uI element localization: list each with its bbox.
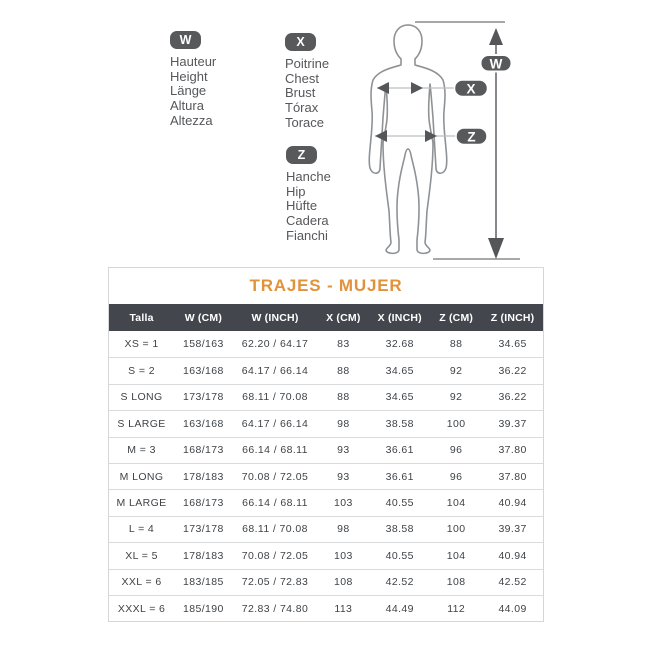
legend-label: Hüfte <box>286 198 318 214</box>
legend-label: Hanche <box>286 169 331 184</box>
legend-label: Brust <box>285 85 316 101</box>
table-cell: 42.52 <box>385 576 414 589</box>
legend-label: Altezza <box>170 112 213 128</box>
svg-text:X: X <box>466 81 476 97</box>
table-cell: 103 <box>333 497 353 510</box>
table-cell: 100 <box>446 523 466 536</box>
table-cell: 44.49 <box>385 602 414 615</box>
height-labels <box>170 55 216 129</box>
table-cell: 68.11 / 70.08 <box>242 523 308 536</box>
table-cell: M LONG <box>119 470 164 483</box>
table-cell: 185/190 <box>183 602 224 615</box>
legend-label: Tórax <box>285 100 319 116</box>
table-row <box>109 516 543 542</box>
table-cell: S LONG <box>120 391 163 404</box>
table-cell: 178/183 <box>183 470 224 483</box>
hip-z-badge-icon: Z <box>286 146 317 164</box>
table-cell: XXL = 6 <box>121 576 162 589</box>
table-cell: S = 2 <box>128 365 155 378</box>
table-cell: 96 <box>449 470 463 483</box>
table-cell: 36.61 <box>385 444 414 457</box>
table-cell: 39.37 <box>498 523 527 536</box>
table-row <box>109 463 543 489</box>
table-cell: 34.65 <box>498 338 527 351</box>
table-cell: 66.14 / 68.11 <box>242 444 308 457</box>
table-cell: 34.65 <box>385 391 414 404</box>
table-cell: 103 <box>333 549 353 562</box>
table-cell: 39.37 <box>498 417 527 430</box>
table-row <box>109 437 543 463</box>
svg-text:Z: Z <box>467 129 476 145</box>
table-cell: 37.80 <box>498 444 527 457</box>
table-cell: M LARGE <box>116 497 167 510</box>
table-cell: 173/178 <box>183 391 224 404</box>
chest-labels <box>285 57 329 131</box>
table-header-row <box>109 304 543 331</box>
table-cell: 108 <box>446 576 466 589</box>
chest-x-badge-icon: X <box>285 33 316 51</box>
measurement-diagram <box>348 12 533 264</box>
table-cell: 32.68 <box>385 338 414 351</box>
table-cell: 83 <box>337 338 350 351</box>
column-header-x-cm: X (CM) <box>326 311 361 324</box>
table-title: TRAJES - MUJER <box>249 276 403 295</box>
table-cell: 163/168 <box>183 365 224 378</box>
table-cell: 93 <box>337 444 350 457</box>
legend-label: Torace <box>285 114 325 130</box>
legend-label: Fianchi <box>286 227 328 243</box>
table-cell: 36.22 <box>498 365 527 378</box>
table-cell: 72.05 / 72.83 <box>241 576 309 589</box>
table-cell: 36.22 <box>498 391 527 404</box>
table-cell: 168/173 <box>183 444 224 457</box>
table-cell: 100 <box>446 417 466 430</box>
table-cell: 36.61 <box>385 470 414 483</box>
table-cell: 37.80 <box>498 470 527 483</box>
legend-label: Altura <box>170 98 204 114</box>
table-cell: 98 <box>337 523 350 536</box>
legend-label: Height <box>170 68 208 84</box>
legend-group-chest <box>285 33 329 131</box>
table-cell: XXXL = 6 <box>117 602 166 615</box>
legend-label: Hip <box>286 183 306 199</box>
table-cell: 168/173 <box>183 497 224 510</box>
table-cell: 44.09 <box>498 602 527 615</box>
table-cell: 72.83 / 74.80 <box>241 602 309 615</box>
column-header-z-inch: Z (INCH) <box>490 311 535 324</box>
table-cell: 158/163 <box>183 338 224 351</box>
table-cell: 183/185 <box>183 576 224 589</box>
table-cell: 62.20 / 64.17 <box>241 338 309 351</box>
height-w-badge-icon: W <box>170 31 201 49</box>
column-header-z-cm: Z (CM) <box>439 311 474 324</box>
table-cell: 88 <box>449 338 463 351</box>
table-cell: S LARGE <box>117 417 166 430</box>
table-row <box>109 595 543 621</box>
diagram-hip-badge-icon <box>456 128 487 145</box>
column-header-w-inch: W (INCH) <box>251 311 299 324</box>
diagram-height-badge-icon <box>481 55 512 72</box>
table-cell: 88 <box>337 391 350 404</box>
hip-labels <box>286 170 331 244</box>
table-cell: 40.55 <box>385 549 414 562</box>
legend-label: Poitrine <box>285 56 330 71</box>
table-cell: 38.58 <box>385 523 414 536</box>
column-header-x-inch: X (INCH) <box>377 311 422 324</box>
table-cell: 108 <box>333 576 353 589</box>
table-cell: 92 <box>449 391 463 404</box>
table-cell: 112 <box>447 602 466 615</box>
table-row <box>109 331 543 357</box>
table-cell: M = 3 <box>127 444 156 457</box>
table-cell: 38.58 <box>385 417 414 430</box>
column-header-talla: Talla <box>129 311 154 324</box>
table-cell: 64.17 / 66.14 <box>241 365 309 378</box>
table-cell: 113 <box>334 602 353 615</box>
table-cell: 104 <box>446 497 466 510</box>
table-cell: 173/178 <box>183 523 224 536</box>
table-cell: 40.94 <box>498 549 527 562</box>
table-cell: 66.14 / 68.11 <box>242 497 308 510</box>
legend-group-height <box>170 31 216 129</box>
body-silhouette-figure <box>369 25 447 253</box>
table-cell: 70.08 / 72.05 <box>241 549 309 562</box>
table-cell: 88 <box>337 365 350 378</box>
table-cell: 104 <box>446 549 466 562</box>
table-row <box>109 410 543 436</box>
diagram-chest-badge-icon <box>455 80 488 97</box>
table-row <box>109 542 543 568</box>
table-cell: 42.52 <box>498 576 527 589</box>
legend-label: Chest <box>285 70 319 86</box>
table-cell: 64.17 / 66.14 <box>241 417 309 430</box>
table-cell: XL = 5 <box>125 549 158 562</box>
table-cell: 178/183 <box>183 549 224 562</box>
table-cell: L = 4 <box>128 523 155 536</box>
table-cell: 98 <box>337 417 350 430</box>
table-cell: 70.08 / 72.05 <box>241 470 309 483</box>
table-row <box>109 384 543 410</box>
legend-label: Länge <box>170 83 207 99</box>
table-row <box>109 569 543 595</box>
column-header-w-cm: W (CM) <box>184 311 223 324</box>
legend-label: Cadera <box>286 213 329 229</box>
table-row <box>109 357 543 383</box>
table-cell: 96 <box>449 444 463 457</box>
table-cell: 40.94 <box>498 497 527 510</box>
table-cell: 40.55 <box>385 497 414 510</box>
size-table <box>108 267 544 622</box>
table-row <box>109 489 543 515</box>
table-cell: 163/168 <box>183 417 224 430</box>
svg-text:W: W <box>489 56 503 72</box>
table-cell: XS = 1 <box>124 338 159 351</box>
legend-group-hip <box>286 146 331 244</box>
table-cell: 92 <box>449 365 463 378</box>
table-cell: 93 <box>337 470 350 483</box>
table-cell: 34.65 <box>385 365 414 378</box>
table-body <box>109 331 543 621</box>
table-cell: 68.11 / 70.08 <box>242 391 308 404</box>
legend-label: Hauteur <box>170 54 217 69</box>
